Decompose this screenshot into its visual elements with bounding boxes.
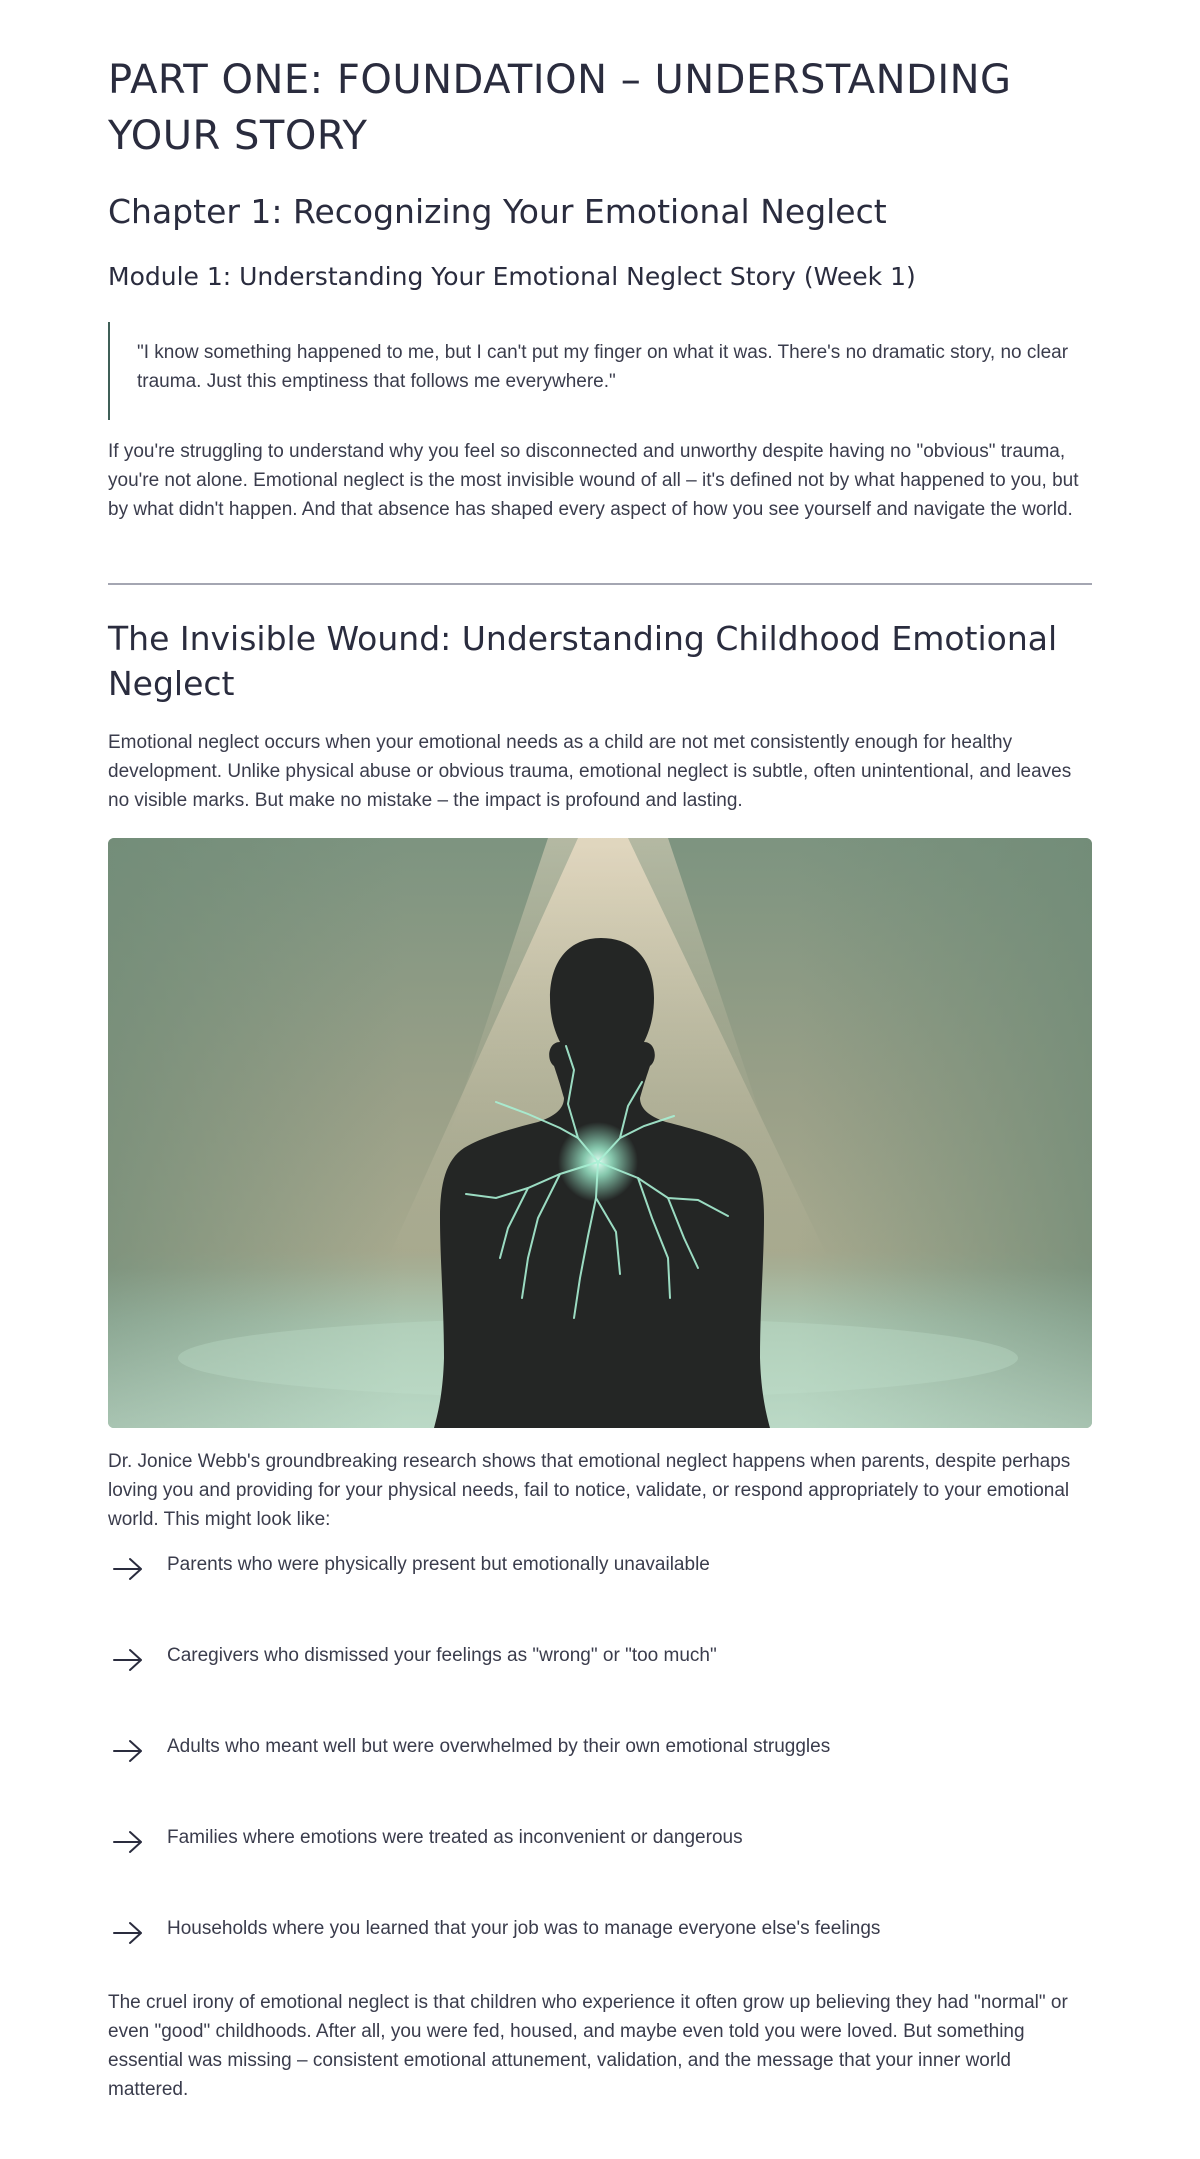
silhouette-with-glowing-cracks-icon: [108, 838, 1092, 1428]
list-item: [108, 1732, 1092, 1823]
neglect-examples-list: [108, 1550, 1092, 2005]
section-divider: [108, 583, 1092, 585]
list-item: [108, 1823, 1092, 1914]
chapter-title: Chapter 1: Recognizing Your Emotional Neglect: [108, 192, 887, 231]
illustration-image: [108, 838, 1092, 1428]
arrow-right-icon: [112, 1647, 144, 1673]
section-paragraph: Emotional neglect occurs when your emotional needs as a child are not met consistently enough for healthy development. Unlike physical abuse or obvious trauma, emotional neglect is subtle, often unintentional, and leaves no visible marks. But make no mistake – the impact is profound and lasting.: [108, 732, 1072, 811]
list-item-text: Households where you learned that your job was to manage everyone else's feelings: [167, 1918, 881, 1939]
arrow-right-icon: [112, 1829, 144, 1855]
module-title: Module 1: Understanding Your Emotional Neglect Story (Week 1): [108, 262, 916, 291]
list-item-text: Caregivers who dismissed your feelings as "wrong" or "too much": [167, 1645, 717, 1666]
list-item-text: Parents who were physically present but emotionally unavailable: [167, 1554, 710, 1575]
section-title: The Invisible Wound: Understanding Childhood Emotional Neglect: [108, 619, 1058, 703]
list-item-text: Adults who meant well but were overwhelmed by their own emotional struggles: [167, 1736, 831, 1757]
part-title: PART ONE: FOUNDATION – UNDERSTANDING YOUR STORY: [108, 57, 1012, 159]
intro-paragraph: If you're struggling to understand why you feel so disconnected and unworthy despite having no "obvious" trauma, you're not alone. Emotional neglect is the most invisible wound of all – it's defined not by what happened to you, but by what didn't happen. And that absence has shaped every aspect of how you see yourself and navigate the world.: [108, 441, 1079, 520]
opening-quote: "I know something happened to me, but I can't put my finger on what it was. There's no dramatic story, no clear trauma. Just this emptiness that follows me everywhere.": [108, 322, 1092, 420]
arrow-right-icon: [112, 1556, 144, 1582]
list-item: [108, 1550, 1092, 1641]
irony-paragraph: The cruel irony of emotional neglect is that children who experience it often grow up believing they had "normal" or even "good" childhoods. After all, you were fed, housed, and maybe even told you were loved. But something essential was missing – consistent emotional attunement, validation, and the message that your inner world mattered.: [108, 1992, 1068, 2100]
webb-research-paragraph: Dr. Jonice Webb's groundbreaking research shows that emotional neglect happens when parents, despite perhaps loving you and providing for your physical needs, fail to notice, validate, or respond appropriately to your emotional world. This might look like:: [108, 1451, 1071, 1530]
arrow-right-icon: [112, 1738, 144, 1764]
arrow-right-icon: [112, 1920, 144, 1946]
list-item: [108, 1641, 1092, 1732]
list-item-text: Families where emotions were treated as inconvenient or dangerous: [167, 1827, 743, 1848]
